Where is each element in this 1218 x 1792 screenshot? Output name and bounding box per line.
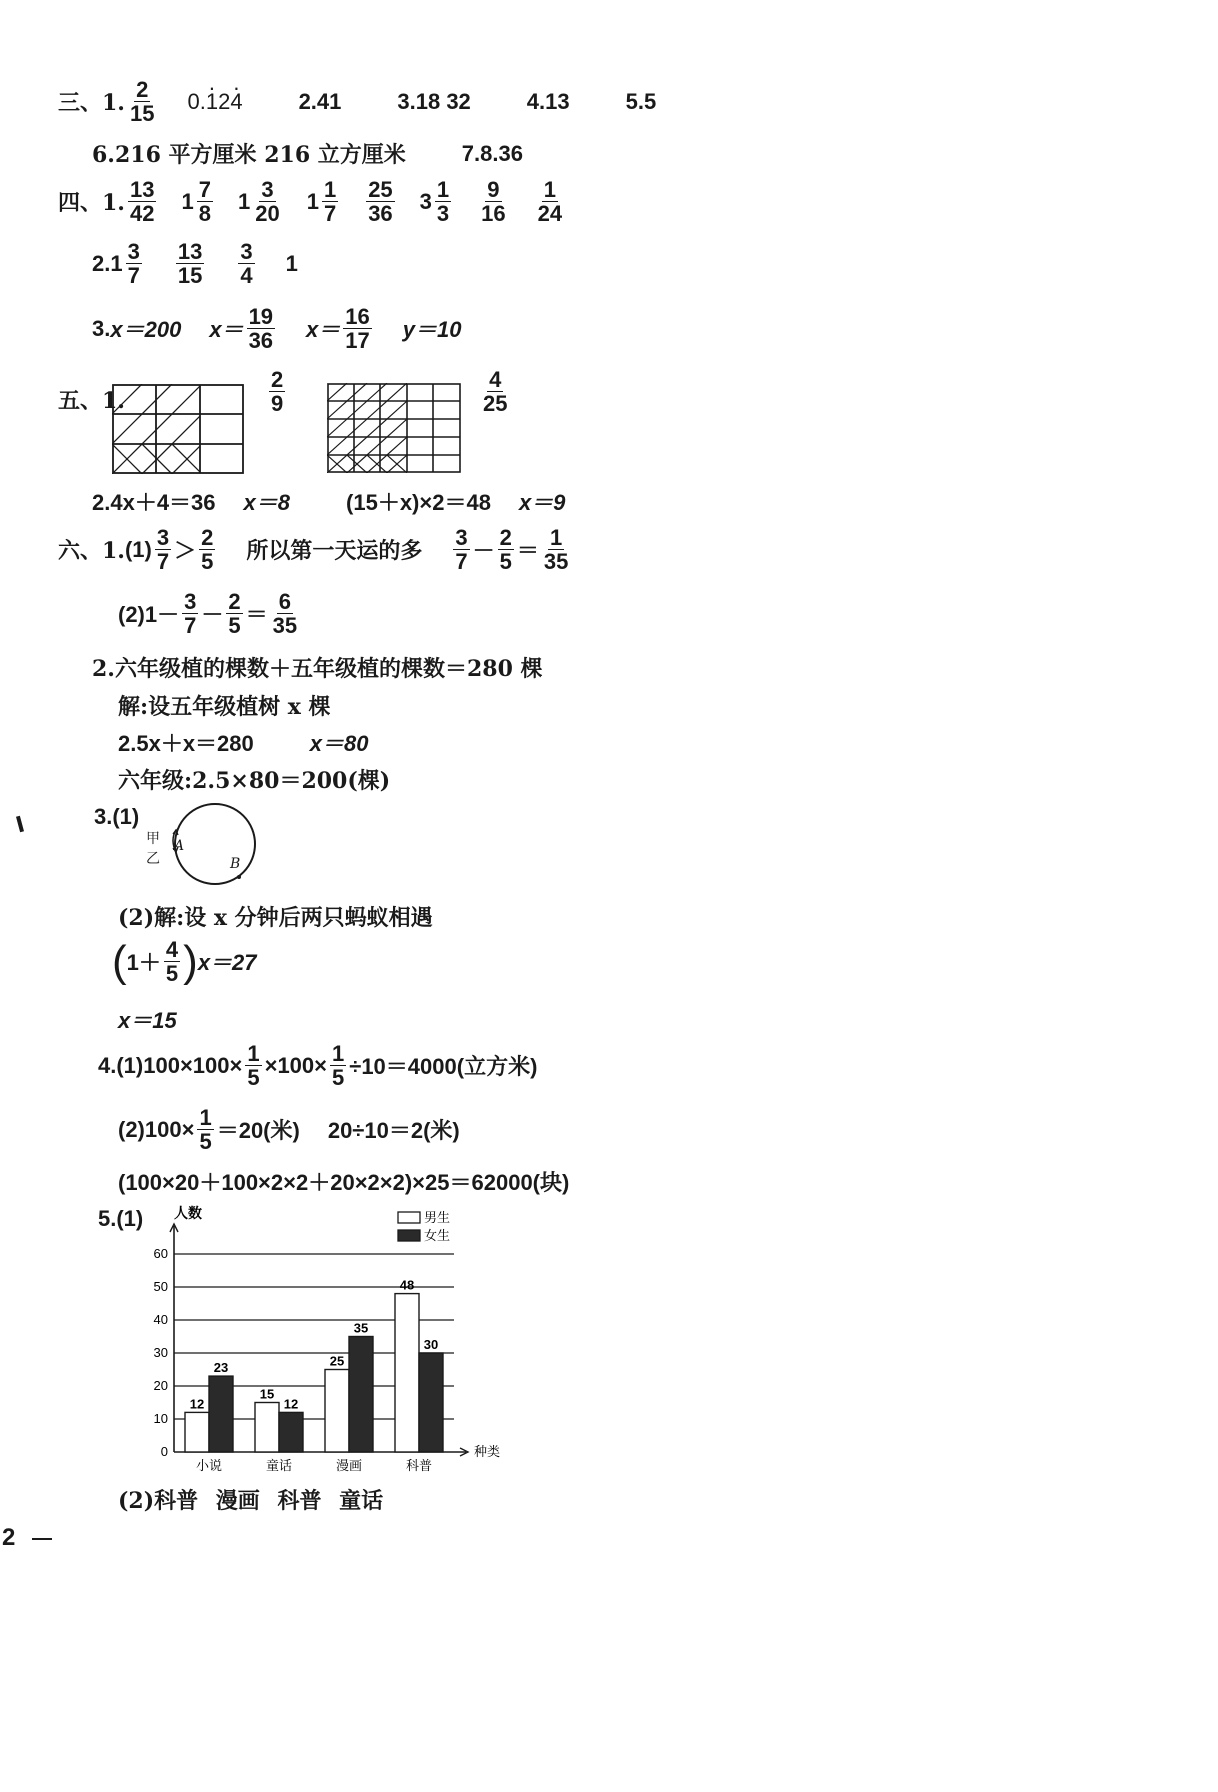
s4-q2-fraction-b: $\frac{13}{15}$ [177, 239, 203, 289]
s4-q1-item [125, 178, 159, 225]
circle-label-A: A [174, 838, 185, 854]
s4-q1-whole: 1 [306, 188, 319, 214]
s3-q4: 4.13 [526, 88, 570, 114]
s6-q1-2-minus: － [201, 602, 224, 628]
s5-g2-fraction: $\frac{4}{25}$ [483, 367, 508, 417]
bar-value-label: 15 [259, 1386, 275, 1402]
s4-q3-a: x＝200 [110, 317, 182, 343]
s4-q3-b-lhs: x＝ [209, 317, 244, 343]
s4-q1-item [533, 178, 567, 225]
bar-女生 [349, 1337, 373, 1453]
s6-q2-line3 [118, 727, 368, 758]
s6-q4-1-frac2: $\frac{1}{5}$ [332, 1041, 345, 1091]
s6-row1 [58, 526, 573, 573]
s4-row2 [92, 240, 298, 287]
s4-q1-list [125, 178, 589, 225]
s6-q3-eq-frac: $\frac{4}{5}$ [165, 937, 179, 987]
s6-q1-1-minus: － [472, 538, 495, 565]
s6-q4-2-post: ＝20(米) [216, 1118, 300, 1144]
s6-q2-line2: 解:设五年级植树 x 棵 [118, 694, 331, 720]
s4-q1-fraction: $\frac{3}{20}$ [255, 177, 280, 227]
s6-q3-answer: x＝15 [118, 1008, 177, 1033]
s4-q1-item [363, 178, 397, 225]
s4-q2-mixed: 1 $\frac{3}{7}$ [110, 239, 140, 289]
s4-row3 [92, 305, 462, 352]
s6-q4-2-frac: $\frac{1}{5}$ [199, 1105, 212, 1155]
s6-q5-2: (2)科普 漫画 科普 童话 [118, 1488, 384, 1514]
circle-label-jia: 甲 [146, 831, 160, 847]
x-tick-label: 科普 [405, 1458, 433, 1473]
s6-q1-1-eq: ＝ [516, 538, 539, 565]
s4-q1-item [307, 178, 342, 225]
s6-q1-1-frac-c: $\frac{3}{7}$ [455, 525, 468, 575]
s3-q1-repeating-decimal: 0.· 12· 4 [187, 89, 242, 115]
s6-q5-label: 5.(1) [98, 1206, 144, 1231]
chart-ylabel: 人数 [174, 1205, 202, 1221]
s4-q3-b-fraction: $\frac{19}{36}$ [248, 304, 274, 354]
s4-q1-fraction: $\frac{7}{8}$ [198, 177, 211, 227]
bar-chart [140, 1202, 520, 1480]
s5-q2-c: (15＋x)×2＝48 [346, 490, 491, 515]
circle-label-B: B [230, 856, 241, 872]
s6-q1-1-text: 所以第一天运的多 [246, 538, 423, 565]
y-tick-label: 20 [153, 1378, 168, 1393]
s6-q3-eq-post: x＝27 [197, 950, 257, 976]
page-number-dash [32, 1538, 52, 1540]
s4-label: 四、1. [58, 190, 125, 217]
bar-value-label: 23 [213, 1360, 229, 1376]
bar-value-label: 48 [399, 1277, 415, 1293]
s6-q4-2-b: 20÷10＝2(米) [327, 1118, 460, 1144]
legend-label: 男生 [424, 1210, 451, 1225]
y-tick-label: 40 [153, 1312, 168, 1327]
x-tick-label: 漫画 [335, 1458, 363, 1473]
s6-q3-eq-pre: 1＋ [126, 950, 161, 976]
s6-q1-2-row [118, 590, 302, 637]
bar-value-label: 12 [189, 1396, 205, 1412]
circle-label-yi: 乙 [146, 851, 160, 867]
left-margin-mark [16, 816, 24, 832]
s3-q1-fraction: $\frac{2}{15}$ [129, 77, 155, 127]
bar-男生 [255, 1403, 279, 1453]
s4-q2-fraction-c: $\frac{3}{4}$ [240, 239, 253, 289]
s6-q3-equation: ( 1＋ $\frac{4}{5}$ ) x＝27 [112, 936, 257, 987]
s6-q4-1-mid: ×100× [264, 1052, 327, 1078]
s4-q1-whole: 3 [419, 188, 432, 214]
legend-label: 女生 [424, 1228, 451, 1243]
s3-q3: 3.18 32 [397, 88, 471, 114]
s6-q2-line3-a: 2.5x＋x＝280 [118, 731, 254, 756]
s6-q4-2 [118, 1106, 460, 1153]
s6-q4-1 [98, 1042, 537, 1089]
s5-q2: 2.4x＋4＝36 [92, 490, 216, 515]
s6-q2-line3-b: x＝80 [309, 731, 369, 756]
s4-q3-d: y＝10 [402, 317, 462, 343]
s6-q2-line4: 六年级:2.5×80＝200(棵) [118, 768, 391, 794]
s5-g1-fraction: $\frac{2}{9}$ [271, 367, 284, 417]
s6-q4-2-pre: (2)100× [118, 1116, 195, 1142]
s4-q3-label: 3. [92, 315, 111, 341]
s4-q1-fraction: $\frac{1}{3}$ [436, 177, 450, 227]
y-tick-label: 10 [153, 1411, 168, 1426]
s3-q2: 2.41 [298, 88, 342, 114]
bar-value-label: 12 [283, 1396, 299, 1412]
s6-q4-1-post: ÷10＝4000(立方米) [349, 1054, 538, 1080]
bar-男生 [185, 1412, 209, 1452]
s6-q2-line1: 2.六年级植的棵数＋五年级植的棵数＝280 棵 [92, 656, 543, 682]
bar-value-label: 35 [353, 1320, 369, 1336]
bar-女生 [209, 1376, 233, 1452]
s4-q1-whole: 1 [181, 188, 194, 214]
s4-q1-fraction: $\frac{1}{7}$ [323, 177, 337, 227]
bar-男生 [395, 1294, 419, 1452]
s6-q1-1-frac-b: $\frac{2}{5}$ [201, 525, 214, 575]
s4-q2-label: 2. [92, 250, 111, 276]
s4-q1-item [420, 178, 455, 225]
s4-q1-fraction: $\frac{25}{36}$ [368, 177, 393, 227]
s4-row1 [58, 178, 589, 225]
s6-q4-3: (100×20＋100×2×2＋20×2×2)×25＝62000(块) [118, 1170, 570, 1195]
s4-q1-fraction: $\frac{13}{42}$ [129, 177, 155, 227]
y-tick-label: 30 [153, 1345, 168, 1360]
s4-q2-d: 1 [285, 250, 298, 276]
x-tick-label: 童话 [265, 1458, 293, 1473]
s4-q3-c-lhs: x＝ [306, 317, 341, 343]
s4-q1-whole: 1 [237, 188, 251, 214]
bar-value-label: 30 [423, 1337, 439, 1352]
y-tick-label: 60 [153, 1246, 168, 1261]
s5-q2-b: x＝8 [243, 490, 291, 515]
s6-q1-1-gt: ＞ [174, 538, 197, 565]
s5-label: 五、1. [58, 388, 125, 414]
bar-男生 [325, 1370, 349, 1453]
s6-q1-1-frac-e: $\frac{1}{35}$ [543, 525, 569, 575]
s4-q1-item [238, 178, 285, 225]
legend-swatch [398, 1212, 420, 1223]
s6-q1-1-frac-a: $\frac{3}{7}$ [156, 525, 170, 575]
s3-q5: 5.5 [625, 88, 657, 114]
s4-q1-fraction: $\frac{1}{24}$ [537, 177, 563, 227]
s4-q1-item [476, 178, 510, 225]
s3-row2 [92, 138, 523, 169]
grid-diagram-1 [112, 384, 244, 474]
s6-q4-1-pre: 4.(1)100×100× [98, 1052, 243, 1078]
bar-value-label: 25 [329, 1353, 345, 1369]
s5-q2-d: x＝9 [518, 490, 566, 515]
s6-q1-2-eq: ＝ [245, 602, 268, 628]
y-tick-label: 0 [160, 1444, 168, 1459]
page-number: 2 [2, 1524, 16, 1551]
s6-q3-label: 3.(1) [94, 804, 140, 829]
s6-label: 六、1. [58, 538, 125, 565]
s3-q6: 6.216 平方厘米 216 立方厘米 [92, 142, 406, 168]
s4-q1-item [181, 178, 216, 225]
s6-q1-2-prefix: (2)1－ [118, 602, 180, 628]
s5-row2 [92, 486, 565, 517]
s4-q3-c-fraction: $\frac{16}{17}$ [345, 304, 370, 354]
bar-女生 [419, 1353, 443, 1452]
bar-女生 [279, 1412, 303, 1452]
s6-q1-2-frac-b: $\frac{2}{5}$ [228, 589, 241, 639]
s6-q4-1-frac1: $\frac{1}{5}$ [247, 1041, 260, 1091]
s4-q1-fraction: $\frac{9}{16}$ [481, 177, 506, 227]
chart-xlabel: 种类 [474, 1444, 501, 1459]
s3-q7: 7.8.36 [461, 140, 523, 166]
y-tick-label: 50 [153, 1279, 168, 1294]
s3-label: 三、1. [58, 90, 125, 117]
s6-q1-1-frac-d: $\frac{2}{5}$ [499, 525, 512, 575]
legend-swatch [398, 1230, 420, 1241]
s6-q1-2-frac-c: $\frac{6}{35}$ [272, 589, 298, 639]
s3-row1 [58, 78, 656, 125]
s6-q3-2: (2)解:设 x 分钟后两只蚂蚁相遇 [118, 905, 433, 931]
s6-q1-2-frac-a: $\frac{3}{7}$ [184, 589, 197, 639]
s6-q1-1-prefix: (1) [124, 536, 152, 562]
x-tick-label: 小说 [195, 1458, 223, 1473]
grid-diagram-2 [327, 383, 461, 473]
